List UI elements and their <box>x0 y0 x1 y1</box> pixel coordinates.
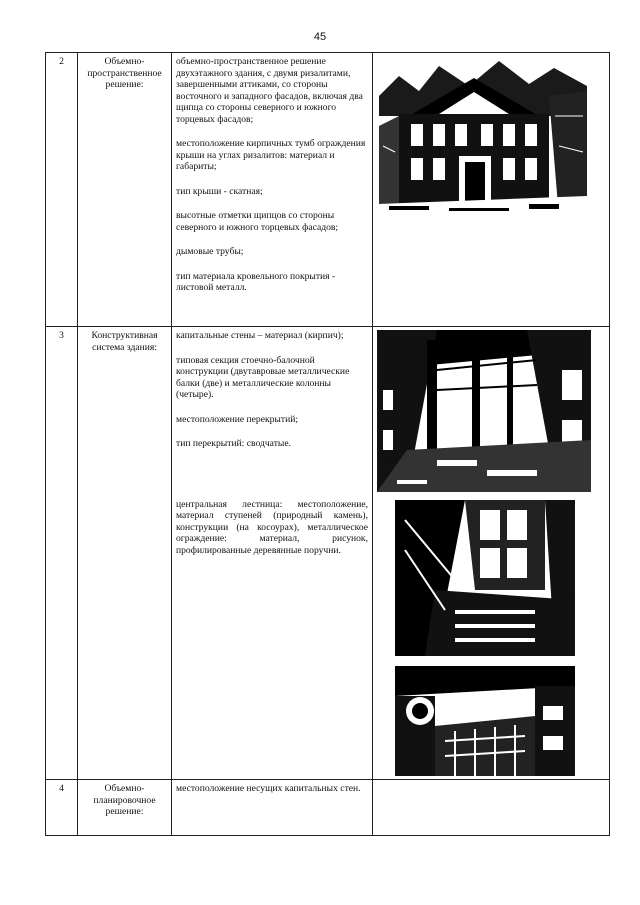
description-paragraph: тип крыши - скатная; <box>176 185 263 197</box>
description-paragraph: местоположение кирпичных тумб ограждения крыши на углах ризалитов: материал и габариты; <box>176 138 366 172</box>
description-paragraph: дымовые трубы; <box>176 246 244 257</box>
photo-cell <box>373 780 610 836</box>
description-paragraph: местоположение перекрытий; <box>176 413 299 425</box>
table-row <box>46 53 610 327</box>
description-paragraph: тип материала кровельного покрытия - листовой металл. <box>176 270 336 293</box>
page-number: 45 <box>313 31 327 43</box>
photo-cell <box>373 327 610 780</box>
section-description <box>172 53 373 327</box>
section-description <box>172 780 373 836</box>
document-table <box>45 52 610 836</box>
row-number: 2 <box>46 53 78 327</box>
description-paragraph: объемно-пространственное решение двухэтажного здания, с двумя ризалитами, завершенными аттиками, со стороны восточного и западного фасадов, включая два щипца со стороны северного и южного торцевых фасадов; <box>176 56 363 125</box>
description-paragraph: местоположение несущих капитальных стен. <box>176 783 361 794</box>
description-paragraph: капитальные стены – материал (кирпич); <box>176 330 344 341</box>
table-row <box>46 327 610 780</box>
stair-description: центральная лестница: местоположение, материал ступеней (природный камень), конструкции (на косоурах), металлическое ограждение: материал, рисунок, профилированные деревянные поручни. <box>176 498 368 556</box>
interior-columns-photo <box>377 330 591 492</box>
row-number: 4 <box>46 780 78 836</box>
section-name: Объемно-пространственное решение: <box>78 53 172 327</box>
photo-cell <box>373 53 610 327</box>
description-paragraph: высотные отметки щипцов со стороны северного и южного торцевых фасадов; <box>176 210 339 233</box>
section-description <box>172 327 373 780</box>
description-paragraph: типовая секция стоечно-балочной конструкции (двутавровые металлические балки (две) и металлические колонны (четыре). <box>176 354 350 400</box>
section-name: Конструктивная система здания: <box>78 327 172 780</box>
section-name: Объемно-планировочное решение: <box>78 780 172 836</box>
building-facade-photo <box>379 56 587 218</box>
row-number: 3 <box>46 327 78 780</box>
description-paragraph: тип перекрытий: сводчатые. <box>176 438 291 449</box>
table-row <box>46 780 610 836</box>
staircase-photo <box>395 500 575 656</box>
stair-railing-photo <box>395 666 575 776</box>
